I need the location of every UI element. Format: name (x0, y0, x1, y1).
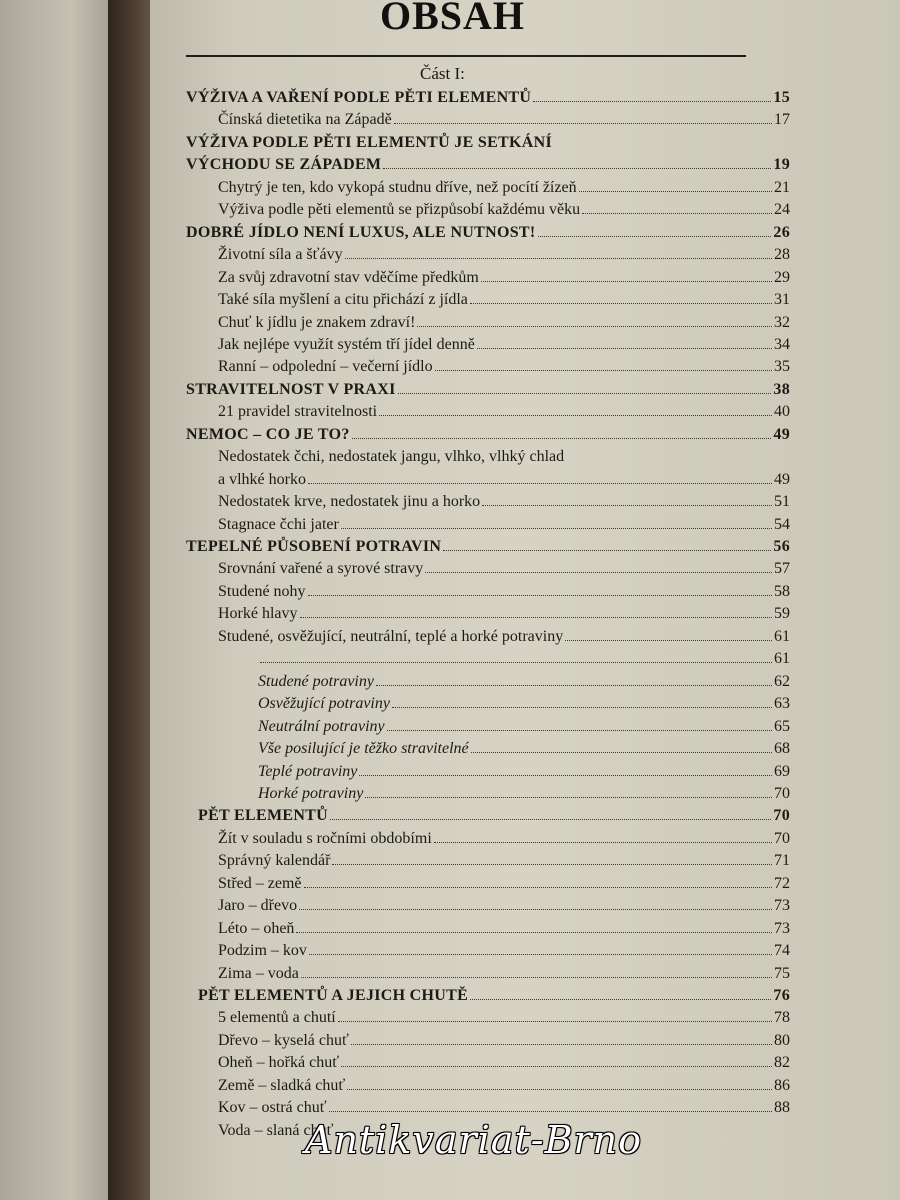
dot-leader (296, 932, 772, 933)
toc-entry-title: NEMOC – CO JE TO? (186, 425, 350, 443)
dot-leader (341, 528, 772, 529)
dot-leader (417, 326, 772, 327)
toc-page-number: 49 (773, 425, 790, 443)
toc-entry-title: Studené potraviny (258, 672, 374, 690)
dot-leader (482, 505, 772, 506)
toc-page-number: 51 (774, 493, 790, 511)
toc-page-number: 54 (774, 515, 790, 533)
dot-leader (301, 977, 772, 978)
toc-page-number: 38 (773, 380, 790, 398)
toc-page-number: 15 (773, 89, 790, 106)
toc-entry (218, 200, 790, 220)
toc-page-number: 68 (774, 740, 790, 758)
dot-leader (392, 707, 772, 708)
toc-entry-title: TEPELNÉ PŮSOBENÍ POTRAVIN (186, 538, 442, 555)
toc-entry (218, 245, 790, 265)
toc-page-number: 73 (774, 919, 790, 937)
toc-entry (258, 762, 790, 782)
toc-entry-title: Studené, osvěžující, neutrální, teplé a horké potraviny (218, 627, 564, 645)
dot-leader (379, 415, 772, 416)
toc-page-number: 49 (774, 470, 790, 488)
toc-entry-title: a vlhké horko (218, 470, 306, 488)
toc-entry (218, 559, 790, 579)
toc-entry-title: Stagnace čchi jater (218, 515, 339, 533)
toc-entry (186, 223, 790, 243)
toc-entry (218, 268, 790, 288)
toc-entry (218, 1098, 790, 1118)
toc-entry-title: VÝCHODU SE ZÁPADEM (186, 156, 382, 174)
dot-leader (538, 236, 772, 237)
toc-entry-title: Srovnání vařené a syrové stravy (218, 560, 424, 578)
toc-entry (258, 649, 790, 669)
toc-entry (218, 919, 790, 939)
toc-page-number: 28 (774, 246, 790, 264)
toc-entry (218, 1031, 790, 1051)
dot-leader (470, 303, 772, 304)
toc-entry-title: Také síla myšlení a citu přichází z jídla (218, 291, 468, 309)
toc-entry-title: Voda – slaná chuť (218, 1121, 334, 1139)
toc-entry (218, 874, 790, 894)
toc-entry (218, 357, 790, 377)
dot-leader (308, 595, 772, 596)
part-label: Část I: (420, 64, 465, 83)
toc-entry-title: Zima – voda (218, 964, 299, 982)
watermark: Antikvariat-Brno (305, 1118, 643, 1162)
toc-page-number: 56 (773, 538, 790, 555)
toc-page-number: 72 (774, 874, 790, 892)
toc-entry-title: Kov – ostrá chuť (218, 1099, 327, 1117)
toc-entry-title: Střed – země (218, 874, 302, 892)
toc-entry-title: Čínská dietetika na Západě (218, 111, 392, 129)
dot-leader (359, 775, 772, 776)
toc-page-number: 19 (773, 156, 790, 174)
toc-entry-title: PĚT ELEMENTŮ (198, 807, 328, 825)
toc-entry (218, 492, 790, 512)
contents-page (150, 0, 900, 1200)
toc-entry-title: Správný kalendář (218, 852, 331, 870)
table-of-contents (150, 0, 900, 1200)
toc-entry (198, 806, 790, 826)
toc-page-number: 21 (774, 178, 790, 196)
dot-leader (330, 819, 771, 820)
toc-entry-title: Podzim – kov (218, 942, 307, 960)
toc-entry-title: Ranní – odpolední – večerní jídlo (218, 358, 433, 376)
dot-leader (365, 797, 772, 798)
toc-entry (186, 88, 790, 108)
toc-entry-title: Jak nejlépe využít systém tří jídel denně (218, 335, 475, 353)
dot-leader (352, 438, 772, 439)
toc-page-number: 26 (773, 223, 790, 241)
toc-page-number: 69 (774, 762, 790, 780)
toc-entry-title: Horké hlavy (218, 605, 298, 623)
dot-leader (434, 842, 772, 843)
toc-page-number: 70 (774, 784, 790, 802)
toc-entry-title: Chuť k jídlu je znakem zdraví! (218, 313, 416, 331)
toc-entry (218, 627, 790, 647)
dot-leader (300, 617, 772, 618)
toc-page-number: 17 (774, 111, 790, 129)
toc-entry-title: VÝŽIVA PODLE PĚTI ELEMENTŮ JE SETKÁNÍ (186, 133, 552, 151)
dot-leader (481, 281, 772, 282)
toc-page-number: 58 (774, 582, 790, 600)
toc-entry-title: Chytrý je ten, kdo vykopá studnu dříve, než pocítí žízeň (218, 178, 577, 196)
dot-leader (308, 483, 772, 484)
dot-leader (309, 954, 772, 955)
dot-leader (345, 258, 772, 259)
toc-entry-title: Léto – oheň (218, 919, 295, 937)
toc-page-number: 40 (774, 403, 790, 421)
toc-entry-title: Nedostatek čchi, nedostatek jangu, vlhko, vlhký chlad (218, 448, 565, 466)
toc-entry (218, 335, 790, 355)
dot-leader (435, 370, 772, 371)
toc-page-number: 31 (774, 291, 790, 309)
dot-leader (443, 550, 771, 551)
toc-entry (258, 694, 790, 714)
dot-leader (582, 213, 772, 214)
toc-page-number: 65 (774, 717, 790, 735)
toc-entry (218, 313, 790, 333)
toc-entry-title: Země – sladká chuť (218, 1076, 346, 1094)
toc-page-number: 29 (774, 268, 790, 286)
dot-leader (304, 887, 772, 888)
toc-page-number: 73 (774, 897, 790, 915)
toc-entry (218, 829, 790, 849)
dot-leader (477, 348, 772, 349)
toc-page-number: 74 (774, 942, 790, 960)
toc-entry (258, 739, 790, 759)
dot-leader (299, 909, 772, 910)
dot-leader (383, 168, 771, 169)
toc-entry (198, 986, 790, 1006)
toc-page-number: 71 (774, 852, 790, 870)
toc-page-number: 86 (774, 1076, 790, 1094)
toc-page-number: 76 (773, 987, 790, 1004)
toc-page-number: 70 (774, 829, 790, 847)
toc-entry (218, 447, 790, 467)
toc-entry (218, 110, 790, 130)
toc-entry (218, 1076, 790, 1096)
dot-leader (332, 864, 772, 865)
toc-entry-title: VÝŽIVA A VAŘENÍ PODLE PĚTI ELEMENTŮ (186, 89, 532, 106)
toc-entry (218, 941, 790, 961)
dot-leader (425, 572, 772, 573)
dot-leader (565, 640, 772, 641)
toc-entry (218, 470, 790, 490)
toc-entry (258, 717, 790, 737)
dot-leader (579, 191, 772, 192)
toc-page-number: 32 (774, 313, 790, 331)
toc-entry-title: Výživa podle pěti elementů se přizpůsobí každému věku (218, 201, 581, 219)
toc-page-number: 35 (774, 358, 790, 376)
toc-entry-title: Osvěžující potraviny (258, 695, 390, 713)
toc-entry-title: PĚT ELEMENTŮ A JEJICH CHUTĚ (198, 987, 469, 1004)
toc-page-number: 57 (774, 560, 790, 578)
toc-entry (218, 896, 790, 916)
toc-entry (258, 672, 790, 692)
toc-entry (186, 425, 790, 445)
toc-page-number: 82 (774, 1054, 790, 1072)
toc-entry (218, 604, 790, 624)
toc-entry (258, 784, 790, 804)
toc-entry-title: Neutrální potraviny (258, 717, 385, 735)
toc-entry-title: Oheň – hořká chuť (218, 1054, 340, 1072)
toc-entry (218, 582, 790, 602)
dot-leader (398, 393, 772, 394)
dot-leader (471, 752, 772, 753)
toc-page-number: 80 (774, 1031, 790, 1049)
toc-entry-title: Studené nohy (218, 582, 306, 600)
toc-entry (218, 178, 790, 198)
toc-entry (186, 380, 790, 400)
toc-entry (186, 537, 790, 557)
toc-page-number: 61 (774, 650, 790, 668)
left-page (0, 0, 118, 1200)
toc-entry-title: Vše posilující je těžko stravitelné (258, 740, 469, 758)
toc-entry (218, 1008, 790, 1028)
toc-page-number: 75 (774, 964, 790, 982)
dot-leader (341, 1066, 772, 1067)
dot-leader (387, 730, 772, 731)
toc-page-number: 24 (774, 201, 790, 219)
dot-leader (338, 1021, 772, 1022)
toc-entry (218, 515, 790, 535)
toc-entry-title: STRAVITELNOST V PRAXI (186, 380, 396, 398)
toc-entry (218, 1053, 790, 1073)
dot-leader (533, 101, 771, 102)
toc-entry-title: Za svůj zdravotní stav vděčíme předkům (218, 268, 479, 286)
toc-entry (218, 402, 790, 422)
toc-entry-title: Jaro – dřevo (218, 897, 298, 915)
toc-entry (218, 290, 790, 310)
dot-leader (376, 685, 772, 686)
dot-leader (394, 123, 772, 124)
toc-page-number: 62 (774, 672, 790, 690)
toc-entry-title: DOBRÉ JÍDLO NENÍ LUXUS, ALE NUTNOST! (186, 223, 536, 241)
toc-entry-title: 5 elementů a chutí (218, 1009, 336, 1027)
dot-leader (347, 1089, 772, 1090)
toc-page-number: 78 (774, 1009, 790, 1027)
toc-entry-title: Teplé potraviny (258, 762, 358, 780)
toc-entry-title: Žít v souladu s ročními obdobími (218, 829, 432, 847)
dot-leader (329, 1111, 772, 1112)
toc-entry (218, 964, 790, 984)
toc-page-number: 34 (774, 335, 790, 353)
toc-entry-title: 21 pravidel stravitelnosti (218, 403, 378, 421)
dot-leader (260, 662, 772, 663)
toc-page-number: 63 (774, 695, 790, 713)
toc-page-number: 61 (774, 627, 790, 645)
toc-entry (218, 851, 790, 871)
dot-leader (470, 999, 771, 1000)
toc-page-number: 59 (774, 605, 790, 623)
toc-entry-title: Životní síla a šťávy (218, 246, 343, 264)
toc-entry-title: Horké potraviny (258, 784, 364, 802)
dot-leader (351, 1044, 772, 1045)
toc-page-number: 70 (773, 807, 790, 825)
toc-entry (186, 133, 790, 153)
toc-entry-title: Nedostatek krve, nedostatek jinu a horko (218, 493, 481, 511)
toc-page-number: 88 (774, 1099, 790, 1117)
toc-entry (186, 155, 790, 175)
toc-entry-title: Dřevo – kyselá chuť (218, 1031, 349, 1049)
page-title: OBSAH (380, 0, 526, 38)
